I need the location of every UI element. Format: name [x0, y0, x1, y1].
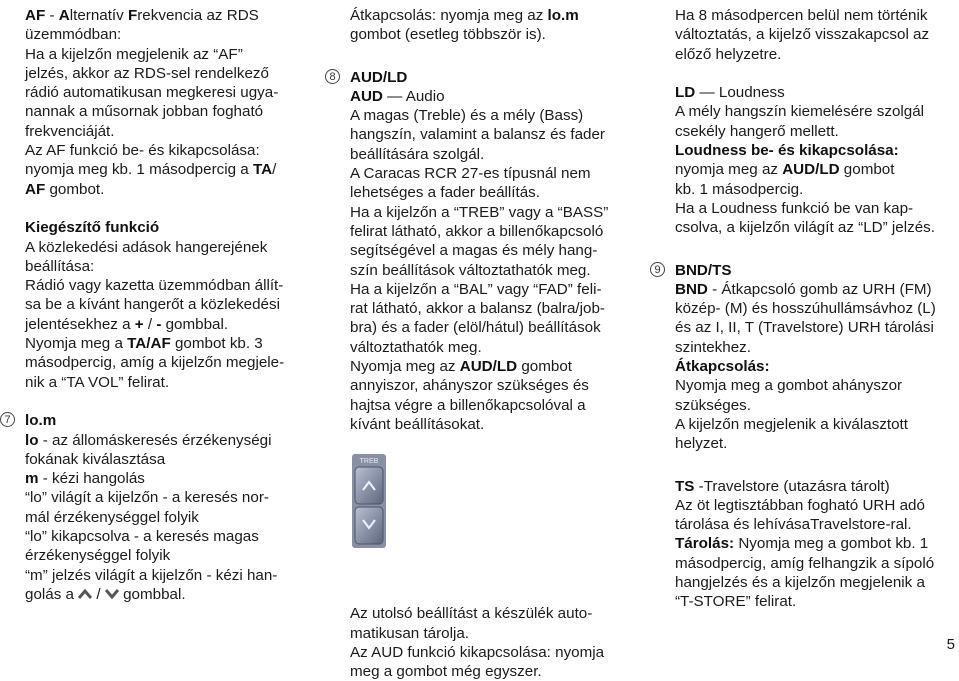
section-8 [329, 68, 635, 681]
ld-line: kb. 1 másodpercig. [675, 180, 804, 198]
s7-line: m - kézi hangolás [25, 470, 145, 488]
s7-line: “m” jelzés világít a kijelzőn - kézi han- [25, 566, 278, 584]
s9-line: szükséges. [675, 396, 751, 414]
supp-line: másodpercig, amíg a kijelzőn megjele- [25, 354, 285, 372]
s8-bottom-line: Az AUD funkció kikapcsolása: nyomja [350, 643, 605, 661]
ts-line: “T-STORE” felirat. [675, 593, 797, 611]
s9-line: Nyomja meg a gombot ahányszor [675, 377, 903, 395]
ts-line: tárolása és lehívásaTravelstore-ral. [675, 516, 912, 534]
ts-line: Az öt legtisztábban fogható URH adó [675, 496, 925, 514]
af-heading-line2: üzemmódban: [25, 26, 122, 44]
supp-line: Rádió vagy kazetta üzemmódban állít- [25, 277, 284, 295]
ld-heading: LD — Loudness [675, 84, 785, 102]
column-left [4, 6, 305, 604]
supp-line: jelentésekhez a + / - gombbal. [25, 315, 229, 333]
section-7-heading: lo.m [25, 412, 57, 430]
af-line: jelzés, akkor az RDS-sel rendelkező [25, 64, 269, 82]
s7-line: golás a / gombbal. [25, 585, 186, 603]
rocker-switch-icon [352, 454, 386, 548]
switch-line: gombot (esetleg többször is). [350, 26, 546, 44]
s8-bottom-line: meg a gombot még egyszer. [350, 663, 542, 681]
ld-line: csolva, a kijelzőn világít az “LD” jelzés. [675, 219, 935, 237]
ld-line: A mély hangszín kiemelésére szolgál [675, 103, 925, 121]
top-line: Ha 8 másodpercen belül nem történik [675, 7, 928, 24]
column-right [654, 6, 959, 612]
switch-line: Átkapcsolás: nyomja meg az lo.m [350, 7, 579, 24]
s8-line: beállítására szolgál. [350, 145, 485, 163]
af-line: nyomja meg kb. 1 másodpercig a TA/ [25, 161, 277, 179]
af-line: nannak a műsornak jobban fogható [25, 103, 264, 121]
section-number: 7 [0, 412, 15, 427]
s9-switch-label: Átkapcsolás: [675, 358, 770, 376]
rocker-label: TREB [359, 458, 379, 466]
s8-line: Ha a kijelzőn a “TREB” vagy a “BASS” [350, 203, 609, 221]
s8-bottom-line: matikusan tárolja. [350, 624, 470, 642]
s8-line: Ha a kijelzőn a “BAL” vagy “FAD” feli- [350, 280, 602, 298]
s9-line: és az I, II, T (Travelstore) URH tárolási [675, 319, 934, 337]
supp-line: nik a “TA VOL” felirat. [25, 373, 170, 391]
ts-line: másodpercig, amíg felhangzik a sípoló [675, 554, 935, 572]
loudness-onoff: Loudness be- és kikapcsolása: [675, 142, 899, 160]
ts-line: hangjelzés és a kijelzőn megjelenik a [675, 574, 925, 592]
af-line: Ha a kijelzőn megjelenik az “AF” [25, 45, 243, 63]
section-number: 8 [325, 69, 340, 84]
supp-line: sa be a kívánt hangerőt a közlekedési [25, 296, 280, 314]
s7-line: fokának kiválasztása [25, 450, 166, 468]
s8-line: kívánt beállításokat. [350, 415, 485, 433]
s8-line: hangszín, valamint a balansz és fader [350, 126, 605, 144]
s7-line: lo - az állomáskeresés érzékenységi [25, 431, 272, 449]
down-arrow-icon [105, 588, 119, 600]
s8-line: A Caracas RCR 27-es típusnál nem [350, 165, 591, 183]
s8-line: segítségével a magas és mély hang- [350, 242, 598, 260]
s9-line: BND - Átkapcsoló gomb az URH (FM) [675, 280, 932, 298]
s7-line: “lo” világít a kijelzőn - a keresés nor- [25, 489, 269, 507]
s9-line: közép- (M) és hosszúhullámsávhoz (L) [675, 300, 936, 318]
s9-line: helyzet. [675, 435, 728, 453]
af-line: AF gombot. [25, 180, 105, 198]
supp-line: Nyomja meg a TA/AF gombot kb. 3 [25, 335, 263, 353]
s8-line: rat látható, akkor a balansz (balra/job- [350, 300, 605, 318]
section-8-heading: AUD/LD [350, 68, 408, 86]
s8-line: annyiszor, ahányszor szükséges és [350, 377, 589, 395]
column-middle [329, 6, 635, 681]
s7-line: mál érzékenységgel folyik [25, 508, 199, 526]
section-number: 9 [650, 262, 665, 277]
section-9 [654, 261, 959, 612]
af-line: rádió automatikusan megkeresi ugya- [25, 84, 279, 102]
s8-line: szín beállítások változtathatók meg. [350, 261, 591, 279]
af-line: Az AF funkció be- és kikapcsolása: [25, 142, 260, 160]
s8-line: lehetséges a fader beállítás. [350, 184, 540, 202]
section-9-heading: BND/TS [675, 261, 732, 279]
af-heading: AF - Alternatív Frekvencia az RDS [25, 7, 259, 24]
supp-line: A közlekedési adások hangerejének [25, 238, 268, 256]
s8-line: Nyomja meg az AUD/LD gombot [350, 358, 572, 376]
s9-line: A kijelzőn megjelenik a kiválasztott [675, 415, 908, 433]
s8-line: bra) és a fader (elöl/hátul) beállítások [350, 319, 601, 337]
ld-line: csekély hangerő mellett. [675, 122, 839, 140]
page-number: 5 [946, 636, 955, 653]
ts-heading: TS -Travelstore (utazásra tárolt) [675, 477, 890, 495]
rocker-switch-image [352, 454, 386, 548]
s8-line: AUD — Audio [350, 87, 445, 105]
top-line: előző helyzetre. [675, 45, 782, 63]
section-7 [4, 411, 305, 604]
s8-line: hajtsa végre a billenőkapcsolóval a [350, 396, 586, 414]
top-line: változtatás, a kijelző visszakapcsol az [675, 26, 930, 44]
s8-bottom-line: Az utolsó beállítást a készülék auto- [350, 605, 593, 623]
s8-line: változtathatók meg. [350, 338, 482, 356]
ld-line: nyomja meg az AUD/LD gombot [675, 161, 895, 179]
s8-line: A magas (Treble) és a mély (Bass) [350, 107, 584, 125]
s8-line: felirat látható, akkor a billenőkapcsoló [350, 222, 604, 240]
ts-line: Tárolás: Nyomja meg a gombot kb. 1 [675, 535, 929, 553]
supp-line: beállítása: [25, 257, 95, 275]
s7-line: “lo” kikapcsolva - a keresés magas [25, 528, 259, 546]
s7-line: érzékenységgel folyik [25, 547, 171, 565]
s9-line: szintekhez. [675, 338, 751, 356]
af-line: frekvenciáját. [25, 122, 115, 140]
supplementary-heading: Kiegészítő funkció [25, 219, 160, 237]
ld-line: Ha a Loudness funkció be van kap- [675, 199, 914, 217]
up-arrow-icon [78, 588, 92, 600]
